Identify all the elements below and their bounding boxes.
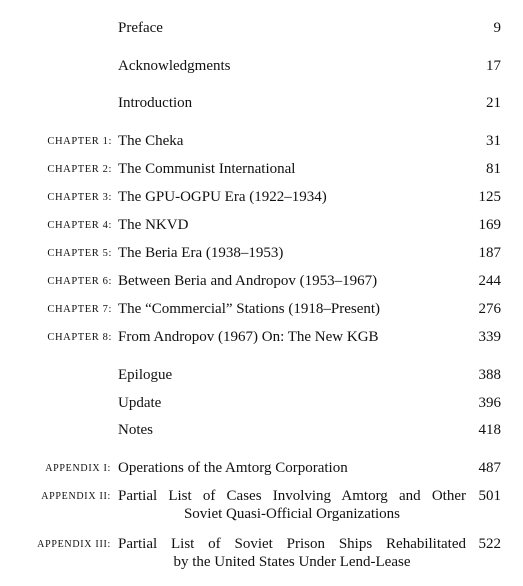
entry-title-line-2: by the United States Under Lend-Lease	[173, 554, 411, 570]
entry-title: The GPU-OGPU Era (1922–1934)	[118, 189, 327, 205]
entry-title: Epilogue	[118, 367, 173, 383]
entry-page-number: 501	[478, 488, 501, 504]
entry-title: Notes	[118, 422, 153, 438]
entry-title: Update	[118, 395, 162, 411]
entry-page-number: 169	[478, 217, 501, 233]
entry-title: Acknowledgments	[118, 58, 231, 74]
entry-title: The “Commercial” Stations (1918–Present)	[118, 301, 381, 317]
entry-title: The NKVD	[118, 217, 189, 233]
chapter-label: CHAPTER 7:	[47, 304, 112, 315]
entry-page-number: 9	[493, 20, 501, 36]
entry-page-number: 31	[486, 133, 501, 149]
chapter-label: CHAPTER 5:	[47, 248, 112, 259]
appendix-label: APPENDIX III:	[37, 539, 111, 550]
chapter-label: CHAPTER 1:	[47, 136, 112, 147]
appendix-label: APPENDIX I:	[45, 463, 111, 474]
entry-page-number: 276	[478, 301, 501, 317]
chapter-label: CHAPTER 6:	[47, 276, 112, 287]
entry-page-number: 522	[478, 536, 501, 552]
entry-title	[118, 487, 466, 523]
entry-title-line-1: Partial List of Soviet Prison Ships Rehabilitated	[118, 536, 466, 552]
entry-title: Preface	[118, 20, 163, 36]
entry-page-number: 418	[478, 422, 501, 438]
entry-title: Between Beria and Andropov (1953–1967)	[118, 273, 378, 289]
appendix-label: APPENDIX II:	[41, 491, 111, 502]
entry-title: Introduction	[118, 95, 193, 111]
entry-page-number: 17	[486, 58, 501, 74]
entry-page-number: 396	[478, 395, 501, 411]
entry-page-number: 81	[486, 161, 501, 177]
chapter-label: CHAPTER 4:	[47, 220, 112, 231]
entry-page-number: 244	[478, 273, 501, 289]
entry-page-number: 487	[478, 460, 501, 476]
entry-title-line-1: Partial List of Cases Involving Amtorg and Other	[118, 488, 466, 504]
entry-title: Operations of the Amtorg Corporation	[118, 460, 348, 476]
entry-title: The Communist International	[118, 161, 296, 177]
entry-page-number: 187	[478, 245, 501, 261]
entry-page-number: 388	[478, 367, 501, 383]
entry-title: The Beria Era (1938–1953)	[118, 245, 284, 261]
entry-title-line-2: Soviet Quasi-Official Organizations	[183, 506, 401, 522]
entry-page-number: 21	[486, 95, 501, 111]
chapter-label: CHAPTER 2:	[47, 164, 112, 175]
entry-title: From Andropov (1967) On: The New KGB	[118, 329, 379, 345]
entry-title	[118, 535, 466, 571]
entry-page-number: 339	[478, 329, 501, 345]
chapter-label: CHAPTER 8:	[47, 332, 112, 343]
entry-title: The Cheka	[118, 133, 184, 149]
entry-page-number: 125	[478, 189, 501, 205]
chapter-label: CHAPTER 3:	[47, 192, 112, 203]
